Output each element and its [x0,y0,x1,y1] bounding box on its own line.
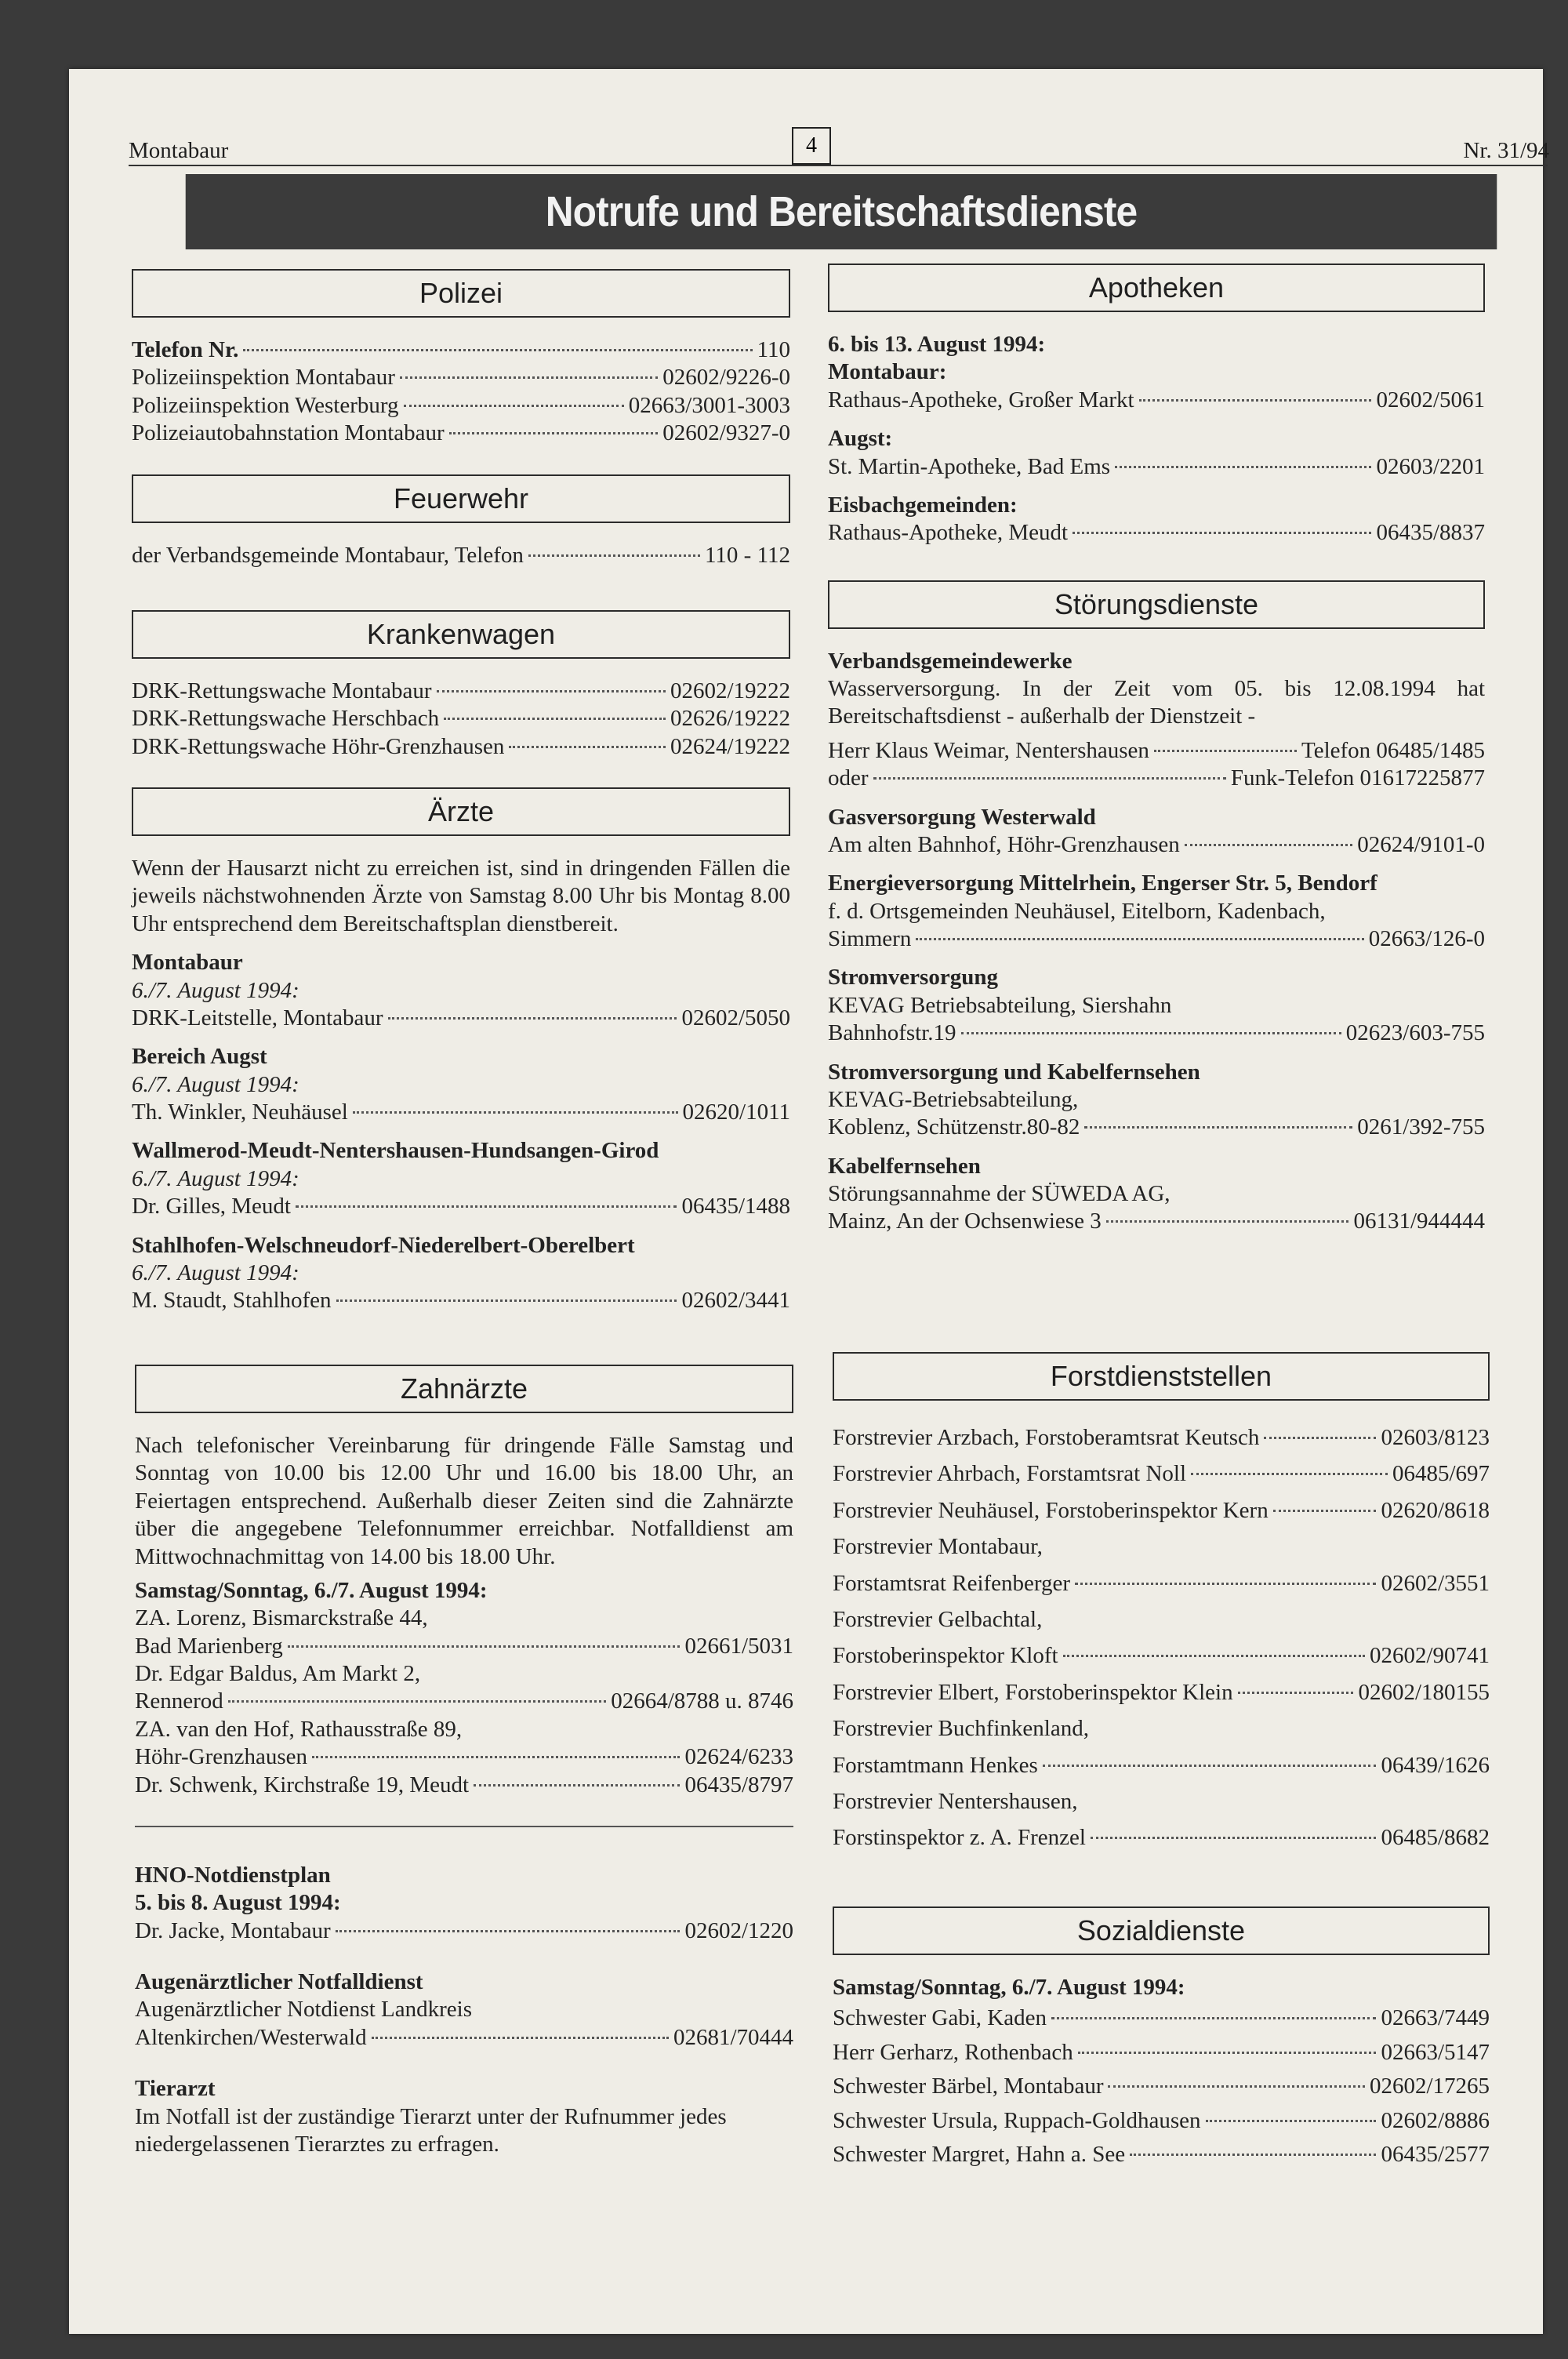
subsection-title: Verbandsgemeindewerke [828,648,1073,674]
right-column-top [828,264,1485,1236]
entry-line: f. d. Ortsgemeinden Neuhäusel, Eitelborn, Kadenbach, [828,898,1326,924]
entry-line: ZA. Lorenz, Bismarckstraße 44, [135,1605,428,1631]
date-label: 6./7. August 1994: [132,1071,299,1097]
list-item: M. Staudt, Stahlhofen 02602/3441 [132,1288,790,1314]
issue-number: Nr. 31/94 [1463,138,1549,163]
list-item: Rathaus-Apotheke, Meudt 06435/8837 [828,520,1485,546]
subsection-title: Stromversorgung [828,965,998,990]
list-item: Forstinspektor z. A. Frenzel 06485/8682 [833,1825,1490,1851]
section-zahnaerzte-title: Zahnärzte [135,1365,793,1413]
header-rule [129,165,1548,166]
area-title: Bereich Augst [132,1044,267,1070]
date-label: 5. bis 8. August 1994: [135,1890,341,1916]
subsection-title: Kabelfernsehen [828,1153,981,1179]
list-item: Koblenz, Schützenstr.80-82 0261/392-755 [828,1114,1485,1140]
section-krankenwagen-title: Krankenwagen [132,610,790,659]
section-feuerwehr-title: Feuerwehr [132,474,790,523]
date-label: Samstag/Sonntag, 6./7. August 1994: [135,1577,488,1603]
list-item: Schwester Ursula, Ruppach-Goldhausen 02602/8886 [833,2107,1490,2133]
list-item: Bad Marienberg 02661/5031 [135,1633,793,1659]
entry-line: ZA. van den Hof, Rathausstraße 89, [135,1716,463,1742]
date-label: 6./7. August 1994: [132,977,299,1003]
entry-line: Dr. Edgar Baldus, Am Markt 2, [135,1661,421,1686]
section-polizei-title: Polizei [132,269,790,318]
section-forst-title: Forstdienststellen [833,1352,1490,1401]
list-item: Altenkirchen/Westerwald 02681/70444 [135,2024,793,2050]
list-item: Polizeiinspektion Montabaur 02602/9226-0 [132,365,790,391]
entry-line: Störungsannahme der SÜWEDA AG, [828,1181,1171,1206]
list-item: Am alten Bahnhof, Höhr-Grenzhausen 02624/9101-0 [828,831,1485,857]
list-item: Forstrevier Arzbach, Forstoberamtsrat Keutsch 02603/8123 [833,1425,1490,1450]
page-title: Notrufe und Bereitschaftsdienste [186,174,1497,249]
hno-title: HNO-Notdienstplan [135,1862,331,1888]
list-item: Schwester Gabi, Kaden 02663/7449 [833,2005,1490,2031]
list-item: Forstrevier Montabaur, [833,1534,1043,1560]
list-item: St. Martin-Apotheke, Bad Ems 02603/2201 [828,453,1485,479]
left-column-bottom [135,1365,793,2158]
list-item: Polizeiautobahnstation Montabaur 02602/9327-0 [132,420,790,446]
list-item: Forstrevier Ahrbach, Forstamtsrat Noll 06485/697 [833,1461,1490,1487]
list-item: DRK-Leitstelle, Montabaur 02602/5050 [132,1005,790,1030]
list-item: Forstamtsrat Reifenberger 02602/3551 [833,1570,1490,1596]
forst-list [833,1419,1490,1856]
area-title: Wallmerod-Meudt-Nentershausen-Hundsangen-Girod [132,1138,659,1164]
list-item: Herr Klaus Weimar, Nentershausen Telefon 06485/1485 [828,737,1485,763]
zahnaerzte-intro: Nach telefonischer Vereinbarung für dringende Fälle Samstag und Sonntag von 10.00 bis 12.00 Uhr und 16.00 bis 18.00 Uhr, an Feiertagen entsprechend. Außerhalb dieser Zeiten sind die Zahnärzte über die angegebene Telefonnummer erreichbar. Notfalldienst am Mittwochnachmittag von 14.00 bis 18.00 Uhr. [135,1433,793,1569]
list-item: Rennerod 02664/8788 u. 8746 [135,1688,793,1714]
list-item: Schwester Bärbel, Montabaur 02602/17265 [833,2074,1490,2099]
area-title: Stahlhofen-Welschneudorf-Niederelbert-Oberelbert [132,1232,635,1258]
entry-line: KEVAG-Betriebsabteilung, [828,1086,1079,1112]
section-apotheken-title: Apotheken [828,264,1485,312]
page-number: 4 [792,127,831,165]
divider [135,1826,793,1827]
list-item: Forstrevier Gelbachtal, [833,1606,1043,1632]
vg-text: Wasserversorgung. In der Zeit vom 05. bis 12.08.1994 hat Bereitschaftsdienst - außerhalb der Dienstzeit - [828,676,1485,729]
section-stoerung-title: Störungsdienste [828,580,1485,629]
aerzte-intro: Wenn der Hausarzt nicht zu erreichen ist, sind in dringenden Fällen die jeweils nächstwohnenden Ärzte von Samstag 8.00 Uhr bis Montag 8.00 Uhr entsprechend dem Bereitschaftsplan dienstbereit. [132,856,790,936]
area-title: Augst: [828,426,893,452]
list-item: Forstamtmann Henkes 06439/1626 [833,1752,1490,1778]
list-item: oder Funk-Telefon 01617225877 [828,765,1485,791]
left-column-top [132,269,790,1315]
list-item: Forstrevier Neuhäusel, Forstoberinspektor Kern 02620/8618 [833,1497,1490,1523]
list-item: Polizeiinspektion Westerburg 02663/3001-3003 [132,392,790,418]
header-town: Montabaur [129,138,229,163]
newspaper-page [69,69,1549,2334]
section-aerzte-title: Ärzte [132,787,790,836]
list-item: DRK-Rettungswache Höhr-Grenzhausen 02624/19222 [132,733,790,759]
list-item: DRK-Rettungswache Herschbach 02626/19222 [132,706,790,732]
list-item: Bahnhofstr.19 02623/603-755 [828,1020,1485,1046]
list-item: Forstrevier Buchfinkenland, [833,1716,1089,1742]
list-item: Rathaus-Apotheke, Großer Markt 02602/5061 [828,387,1485,413]
list-item: Mainz, An der Ochsenwiese 3 06131/944444 [828,1209,1485,1234]
area-title: Eisbachgemeinden: [828,492,1018,518]
list-item: der Verbandsgemeinde Montabaur, Telefon 110 - 112 [132,542,790,568]
list-item: Schwester Margret, Hahn a. See 06435/2577 [833,2142,1490,2168]
date-label: 6. bis 13. August 1994: [828,332,1046,357]
list-item: Höhr-Grenzhausen 02624/6233 [135,1744,793,1770]
list-item: Th. Winkler, Neuhäusel 02620/1011 [132,1100,790,1125]
list-item: Forstrevier Elbert, Forstoberinspektor Klein 02602/180155 [833,1679,1490,1705]
tierarzt-title: Tierarzt [135,2076,216,2102]
entry-line: KEVAG Betriebsabteilung, Siershahn [828,992,1172,1018]
subsection-title: Energieversorgung Mittelrhein, Engerser Str. 5, Bendorf [828,871,1377,896]
list-item: Dr. Schwenk, Kirchstraße 19, Meudt 06435/8797 [135,1772,793,1797]
list-item: Forstoberinspektor Kloft 02602/90741 [833,1643,1490,1669]
list-item: Herr Gerharz, Rothenbach 02663/5147 [833,2039,1490,2065]
right-column-bottom [833,1352,1490,2172]
area-title: Montabaur: [828,359,947,385]
list-item: DRK-Rettungswache Montabaur 02602/19222 [132,678,790,703]
sozial-list [833,2001,1490,2172]
date-label: Samstag/Sonntag, 6./7. August 1994: [833,1974,1185,2000]
date-label: 6./7. August 1994: [132,1259,299,1285]
section-sozial-title: Sozialdienste [833,1906,1490,1955]
tierarzt-text: Im Notfall ist der zuständige Tierarzt unter der Rufnummer jedes niedergelassenen Tierarztes zu erfragen. [135,2103,727,2157]
augen-title: Augenärztlicher Notfalldienst [135,1969,423,1994]
subsection-title: Gasversorgung Westerwald [828,804,1096,830]
subsection-title: Stromversorgung und Kabelfernsehen [828,1059,1200,1085]
list-item: Forstrevier Nentershausen, [833,1788,1078,1814]
area-title: Montabaur [132,950,243,976]
list-item: Simmern 02663/126-0 [828,926,1485,951]
list-item: Dr. Gilles, Meudt 06435/1488 [132,1194,790,1219]
entry-line: Augenärztlicher Notdienst Landkreis [135,1997,473,2023]
list-item: Telefon Nr. 110 [132,337,790,362]
date-label: 6./7. August 1994: [132,1165,299,1191]
list-item: Dr. Jacke, Montabaur 02602/1220 [135,1917,793,1943]
